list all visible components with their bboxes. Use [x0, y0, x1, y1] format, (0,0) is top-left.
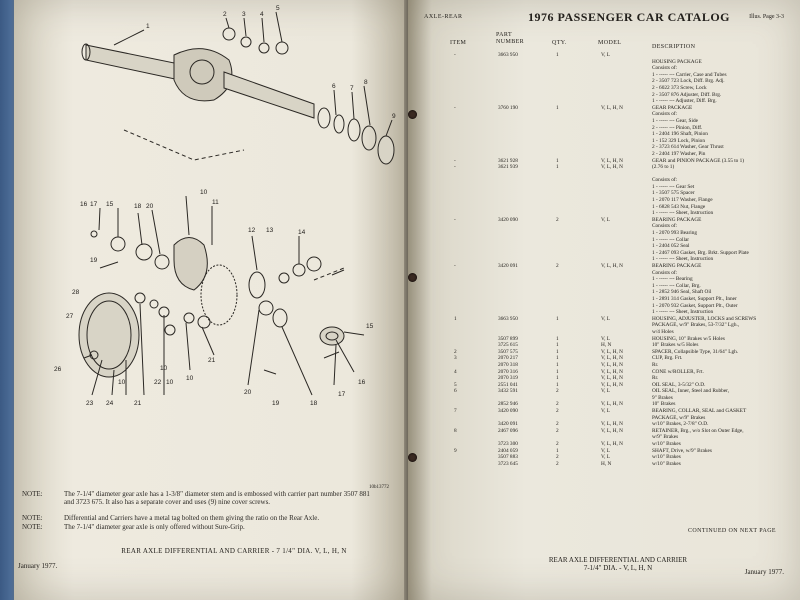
caption-line-1: REAR AXLE DIFFERENTIAL AND CARRIER: [548, 556, 688, 564]
row-description: 9" Brakes: [652, 394, 673, 401]
table-row: [408, 296, 800, 303]
row-part-number: 3760 190: [498, 104, 518, 111]
side-bearing: [320, 327, 344, 345]
row-model: V, L, H, N: [601, 381, 623, 388]
table-row: [408, 309, 800, 316]
table-row: [408, 256, 800, 263]
left-page: [14, 0, 411, 600]
table-row: [408, 78, 800, 85]
row-model: V, L: [601, 335, 611, 342]
row-description: 1 - ----- --- Carrier, Case and Tubes: [652, 71, 727, 78]
table-row: [408, 210, 800, 217]
row-item: 3: [454, 355, 457, 362]
row-qty: 1: [556, 335, 559, 342]
table-row: [408, 415, 800, 422]
row-description: BEARING, COLLAR, SEAL and GASKET: [652, 408, 747, 415]
row-description: 1 - 2467 093 Gasket, Brg. Brkt. Support Plate: [652, 249, 749, 256]
table-row: [408, 158, 800, 165]
table-row: [408, 369, 800, 376]
row-item: 5: [454, 381, 457, 388]
table-row: [408, 250, 800, 257]
row-description: CUP, Brg. Frt.: [652, 355, 683, 362]
callout-14: 14: [298, 229, 306, 236]
table-row: [408, 184, 800, 191]
left-caption: REAR AXLE DIFFERENTIAL AND CARRIER - 7 1/4" DIA. V, L, H, N: [121, 547, 347, 555]
row-description: GEAR PACKAGE: [652, 104, 693, 111]
callout-10d: 10: [166, 379, 174, 386]
row-model: V, L, H, N: [601, 375, 623, 382]
row-part-number: 2070 316: [498, 368, 518, 375]
row-part-number: 3432 591: [498, 388, 518, 395]
row-part-number: 3663 950: [498, 315, 518, 322]
row-description: PACKAGE, w/9" Brakes: [652, 414, 706, 421]
left-footer: January 1977.: [18, 562, 58, 570]
callout-19: 19: [90, 257, 98, 264]
row-description: w/10" Brakes: [652, 460, 681, 467]
row-qty: 1: [556, 348, 559, 355]
note-text: The 7-1/4" diameter gear axle has a 1-3/8" diameter stem and is embossed with carrier part number 3507 881 and 3723 675. It also has a separate cover and uses (9) nine cover screws.: [64, 490, 370, 506]
table-row: [408, 382, 800, 389]
table-row: [408, 448, 800, 455]
callout-3: 3: [242, 11, 246, 18]
row-model: H, N: [601, 342, 612, 349]
row-part-number: 3725 615: [498, 342, 518, 349]
row-model: V, L, H, N: [601, 427, 623, 434]
row-description: 1 - 2070 117 Washer, Flange: [652, 197, 713, 204]
callout-18b: 18: [310, 400, 318, 407]
row-description: Consists of:: [652, 223, 678, 230]
parts-table: [408, 52, 800, 467]
row-model: H, N: [601, 460, 612, 467]
row-item: 1: [454, 315, 457, 322]
callout-21b: 21: [134, 400, 142, 407]
row-description: SHAFT, Drive, w/9" Brakes: [652, 447, 712, 454]
table-row: [408, 223, 800, 230]
exploded-axle-diagram: [14, 0, 411, 480]
table-row: [408, 65, 800, 72]
callout-22: 22: [154, 379, 162, 386]
row-description: 1 - ----- --- Bearing: [652, 276, 693, 283]
row-description: 2 - 3507 723 Lock, Diff. Brg. Adj.: [652, 78, 725, 85]
table-row: [408, 72, 800, 79]
note-1: [22, 490, 374, 506]
col-header-qty: QTY.: [552, 40, 567, 46]
row-description: 2 - ----- --- Pinion, Diff.: [652, 124, 703, 131]
row-item: -: [454, 216, 456, 223]
table-row: [408, 428, 800, 435]
row-part-number: 3507 575: [498, 348, 518, 355]
row-qty: 1: [556, 375, 559, 382]
row-part-number: 2551 041: [498, 381, 518, 388]
row-part-number: 2070 319: [498, 375, 518, 382]
dashed-leader: [124, 130, 244, 160]
row-item: -: [454, 52, 456, 58]
col-header-model: MODEL: [598, 40, 622, 46]
row-description: 1 - ----- --- Sheet, Instruction: [652, 256, 714, 263]
row-description: RETAINER, Brg., w/o Slot on Outer Edge,: [652, 427, 744, 434]
callout-8: 8: [364, 79, 368, 86]
row-description: w/10" Brakes, 2-7/8" O.D.: [652, 421, 709, 428]
row-qty: 2: [556, 216, 559, 223]
row-description: 1 - ----- --- Collar: [652, 236, 690, 243]
row-qty: 1: [556, 447, 559, 454]
row-qty: 2: [556, 441, 559, 448]
row-part-number: 3420 091: [498, 263, 518, 269]
row-description: GEAR and PINION PACKAGE (3.55 to 1): [652, 157, 745, 164]
table-row: [408, 59, 800, 66]
table-row: [408, 395, 800, 402]
row-qty: 1: [556, 104, 559, 111]
callout-20: 20: [146, 203, 154, 210]
row-qty: 2: [556, 408, 559, 415]
row-part-number: 3420 091: [498, 421, 518, 428]
note-text: The 7-1/4" diameter gear axle is only offered without Sure-Grip.: [64, 523, 245, 531]
table-row: [408, 355, 800, 362]
row-part-number: 2852 946: [498, 401, 518, 408]
row-item: 2: [454, 348, 457, 355]
row-description: 1 - 2404 196 Shaft, Pinion: [652, 131, 708, 138]
axle-tube-right: [224, 72, 314, 118]
pinion-gear: [249, 272, 265, 298]
row-qty: 1: [556, 361, 559, 368]
row-model: V, L, H, N: [601, 421, 623, 428]
row-item: -: [454, 164, 456, 171]
table-row: [408, 111, 800, 118]
row-description: 1 - 6828 543 Nut, Flange: [652, 203, 706, 210]
row-description: 1 - 2852 946 Seal, Shaft Oil: [652, 289, 712, 296]
row-description: 1 - 2891 314 Gasket, Support Plt., Inner: [652, 295, 737, 302]
row-model: V, L: [601, 447, 611, 454]
row-model: V, L, H, N: [601, 157, 623, 164]
row-description: CONE w/ROLLER, Frt.: [652, 368, 704, 375]
brake-flange: [378, 136, 394, 164]
callout-9: 9: [392, 113, 396, 120]
table-row: [408, 349, 800, 356]
table-row: [408, 461, 800, 468]
table-row: [408, 276, 800, 283]
row-model: V, L, H, N: [601, 263, 623, 269]
row-part-number: 3507 883: [498, 454, 518, 461]
caption-line-2: 7-1/4" DIA. - V, L, H, N: [583, 564, 653, 572]
row-part-number: 3621 939: [498, 164, 518, 171]
row-description: 10" Brakes w/5 Holes: [652, 342, 699, 349]
row-model: V, L, H, N: [601, 441, 623, 448]
callout-10c: 10: [160, 365, 168, 372]
row-part-number: 3663 950: [498, 52, 518, 58]
continued-note: CONTINUED ON NEXT PAGE: [688, 528, 776, 534]
row-model: V, L, H, N: [601, 401, 623, 408]
table-row: [408, 138, 800, 145]
table-row: [408, 375, 800, 382]
row-description: 1 - ----- --- Adjuster, Diff. Brg.: [652, 98, 717, 105]
col-header-desc: DESCRIPTION: [652, 44, 696, 50]
table-row: [408, 322, 800, 329]
row-qty: 2: [556, 401, 559, 408]
row-qty: 1: [556, 164, 559, 171]
table-row: [408, 362, 800, 369]
row-description: 2 - 2404 197 Washer, Pin: [652, 150, 706, 157]
row-part-number: 2070 217: [498, 355, 518, 362]
callout-26: 26: [54, 366, 62, 373]
row-model: V, L: [601, 454, 611, 461]
row-qty: 1: [556, 381, 559, 388]
table-row: [408, 52, 800, 59]
row-description: (2.76 to 1): [652, 164, 675, 171]
row-part-number: 3723 300: [498, 441, 518, 448]
note-2: [22, 514, 374, 522]
callout-2: 2: [223, 11, 227, 18]
row-qty: 2: [556, 427, 559, 434]
table-row: [408, 329, 800, 336]
section-label: AXLE-REAR: [424, 14, 463, 20]
table-row: [408, 92, 800, 99]
row-description: 1 - 2070 993 Bearing: [652, 230, 698, 237]
row-model: V, L: [601, 408, 611, 415]
row-part-number: 3507 899: [498, 335, 518, 342]
row-qty: 2: [556, 460, 559, 467]
row-model: V, L: [601, 52, 611, 58]
callout-12: 12: [248, 227, 256, 234]
row-model: V, L: [601, 216, 611, 223]
row-item: -: [454, 157, 456, 164]
table-row: [408, 388, 800, 395]
callout-4: 4: [260, 11, 264, 18]
row-description: OIL SEAL, Inner, Steel and Rubber,: [652, 388, 730, 395]
row-qty: 2: [556, 421, 559, 428]
table-row: [408, 270, 800, 277]
row-description: PACKAGE, w/9" Brakes, 53-7/32" Lgh.,: [652, 322, 740, 329]
row-description: SPACER, Collapsible Type, 31/64" Lgh.: [652, 348, 739, 355]
callout-27: 27: [66, 313, 74, 320]
table-row: [408, 171, 800, 178]
row-model: V, L, H, N: [601, 348, 623, 355]
row-description: OIL SEAL, 3-5/32" O.D.: [652, 381, 706, 388]
row-item: 4: [454, 368, 457, 375]
callout-10e: 10: [118, 379, 126, 386]
callout-7: 7: [350, 85, 354, 92]
table-row: [408, 454, 800, 461]
table-row: [408, 164, 800, 171]
callout-17: 17: [90, 201, 98, 208]
row-description: HOUSING, ADJUSTER, LOCKS and SCREWS: [652, 315, 757, 322]
carrier-housing: [174, 49, 232, 101]
row-description: w/9" Brakes: [652, 434, 679, 441]
row-item: 6: [454, 388, 457, 395]
table-row: [408, 98, 800, 105]
col-header-item: ITEM: [450, 40, 467, 46]
callout-10: 10: [200, 189, 208, 196]
col-header-part: PART NUMBER: [496, 32, 525, 45]
row-description: 1 - 2404 052 Seal: [652, 243, 690, 250]
callout-13: 13: [266, 227, 274, 234]
row-description: BEARING PACKAGE: [652, 216, 702, 223]
row-model: V, L, H, N: [601, 368, 623, 375]
table-row: [408, 421, 800, 428]
callout-16b: 16: [358, 379, 366, 386]
callout-1: 1: [146, 23, 150, 30]
table-row: [408, 144, 800, 151]
table-row: [408, 151, 800, 158]
table-row: [408, 303, 800, 310]
note-text: Differential and Carriers have a metal tag bolted on them giving the ratio on the Rear Axle.: [64, 514, 320, 522]
row-item: -: [454, 104, 456, 111]
table-row: [408, 105, 800, 112]
row-qty: 2: [556, 263, 559, 269]
part-washer: [223, 28, 235, 40]
row-part-number: 3723 645: [498, 460, 518, 467]
row-description: w/10" Brakes: [652, 454, 681, 461]
table-row: [408, 434, 800, 441]
callout-6: 6: [332, 83, 336, 90]
row-description: HOUSING, 10" Brakes w/5 Holes: [652, 335, 725, 342]
row-description: HOUSING PACKAGE: [652, 58, 702, 65]
table-row: [408, 237, 800, 244]
differential-cover: [79, 293, 139, 377]
callout-23: 23: [86, 400, 94, 407]
right-footer: January 1977.: [744, 568, 784, 576]
row-part-number: 3420 090: [498, 216, 518, 223]
row-item: 8: [454, 427, 457, 434]
callout-18: 18: [134, 203, 142, 210]
table-row: [408, 190, 800, 197]
note-label: NOTE:: [22, 490, 43, 498]
row-qty: 1: [556, 52, 559, 58]
table-row: [408, 85, 800, 92]
right-caption: [528, 556, 708, 572]
row-qty: 1: [556, 355, 559, 362]
callout-28: 28: [72, 289, 80, 296]
table-row: [408, 125, 800, 132]
callout-15: 15: [106, 201, 114, 208]
row-description: 2 - 6022 373 Screw, Lock: [652, 84, 707, 91]
row-model: V, L: [601, 388, 611, 395]
row-description: BEARING PACKAGE: [652, 263, 702, 269]
callout-15b: 15: [366, 323, 374, 330]
callout-11: 11: [212, 199, 219, 206]
table-row: [408, 243, 800, 250]
row-part-number: 3621 928: [498, 157, 518, 164]
table-row: [408, 408, 800, 415]
row-qty: 1: [556, 315, 559, 322]
catalog-title: 1976 PASSENGER CAR CATALOG: [528, 10, 731, 24]
callout-17b: 17: [338, 391, 346, 398]
row-model: V, L, H, N: [601, 361, 623, 368]
table-row: [408, 342, 800, 349]
row-part-number: 3420 090: [498, 408, 518, 415]
callout-20b: 20: [244, 389, 252, 396]
row-description: 2 - 3723 614 Washer, Gear Thrust: [652, 144, 724, 151]
note-3: [22, 523, 374, 531]
row-item: 7: [454, 408, 457, 415]
callout-16: 16: [80, 201, 88, 208]
row-qty: 1: [556, 157, 559, 164]
row-description: 2 - 3507 876 Adjuster, Diff. Brg.: [652, 91, 722, 98]
row-description: Consists of:: [652, 65, 678, 72]
callout-21: 21: [208, 357, 216, 364]
table-row: [408, 204, 800, 211]
callout-24: 24: [106, 400, 114, 407]
table-row: [408, 197, 800, 204]
row-qty: 2: [556, 388, 559, 395]
table-row: [408, 230, 800, 237]
row-part-number: 2404 059: [498, 447, 518, 454]
callout-19b: 19: [272, 400, 280, 407]
table-row: [408, 131, 800, 138]
note-label: NOTE:: [22, 514, 43, 522]
row-description: Rr.: [652, 375, 659, 382]
row-description: Consists of:: [652, 177, 678, 184]
table-row: [408, 441, 800, 448]
table-row: [408, 316, 800, 323]
row-description: 1 - 2070 932 Gasket, Support Plt., Outer: [652, 302, 738, 309]
illus-page: Illus. Page 3-3: [749, 14, 784, 20]
figure-id: 10b13772: [369, 485, 389, 490]
row-description: 1 - ----- --- Gear Set: [652, 183, 695, 190]
row-description: w/10" Brakes: [652, 441, 681, 448]
table-row: [408, 283, 800, 290]
row-description: 10" Brakes: [652, 401, 676, 408]
row-part-number: 2467 096: [498, 427, 518, 434]
row-description: 1 - ----- --- Gear, Side: [652, 117, 698, 124]
row-description: 1 - ----- --- Sheet, Instruction: [652, 309, 714, 316]
row-description: Consists of:: [652, 269, 678, 276]
row-part-number: 2070 318: [498, 361, 518, 368]
row-description: 1 - ----- --- Collar, Brg.: [652, 282, 701, 289]
row-model: V, L, H, N: [601, 104, 623, 111]
row-description: 1 - 3507 575 Spacer: [652, 190, 695, 197]
row-qty: 1: [556, 342, 559, 349]
table-row: [408, 263, 800, 270]
row-description: w/4 Holes: [652, 328, 674, 335]
row-item: 9: [454, 447, 457, 454]
table-row: [408, 401, 800, 408]
callout-5: 5: [276, 5, 280, 12]
table-row: [408, 336, 800, 343]
row-qty: 1: [556, 368, 559, 375]
table-row: [408, 217, 800, 224]
right-page: [408, 0, 800, 600]
row-description: Rr.: [652, 361, 659, 368]
table-row: [408, 118, 800, 125]
table-row: [408, 177, 800, 184]
table-row: [408, 289, 800, 296]
row-model: V, L: [601, 315, 611, 322]
row-description: 1 - ----- --- Sheet, Instruction: [652, 210, 714, 217]
note-label: NOTE:: [22, 523, 43, 531]
row-item: -: [454, 263, 456, 269]
row-model: V, L, H, N: [601, 355, 623, 362]
callout-10b: 10: [186, 375, 194, 382]
row-description: Consists of:: [652, 111, 678, 118]
row-model: V, L, H, N: [601, 164, 623, 171]
row-description: 1 - 152 329 Lock, Pinion: [652, 137, 705, 144]
row-qty: 2: [556, 454, 559, 461]
